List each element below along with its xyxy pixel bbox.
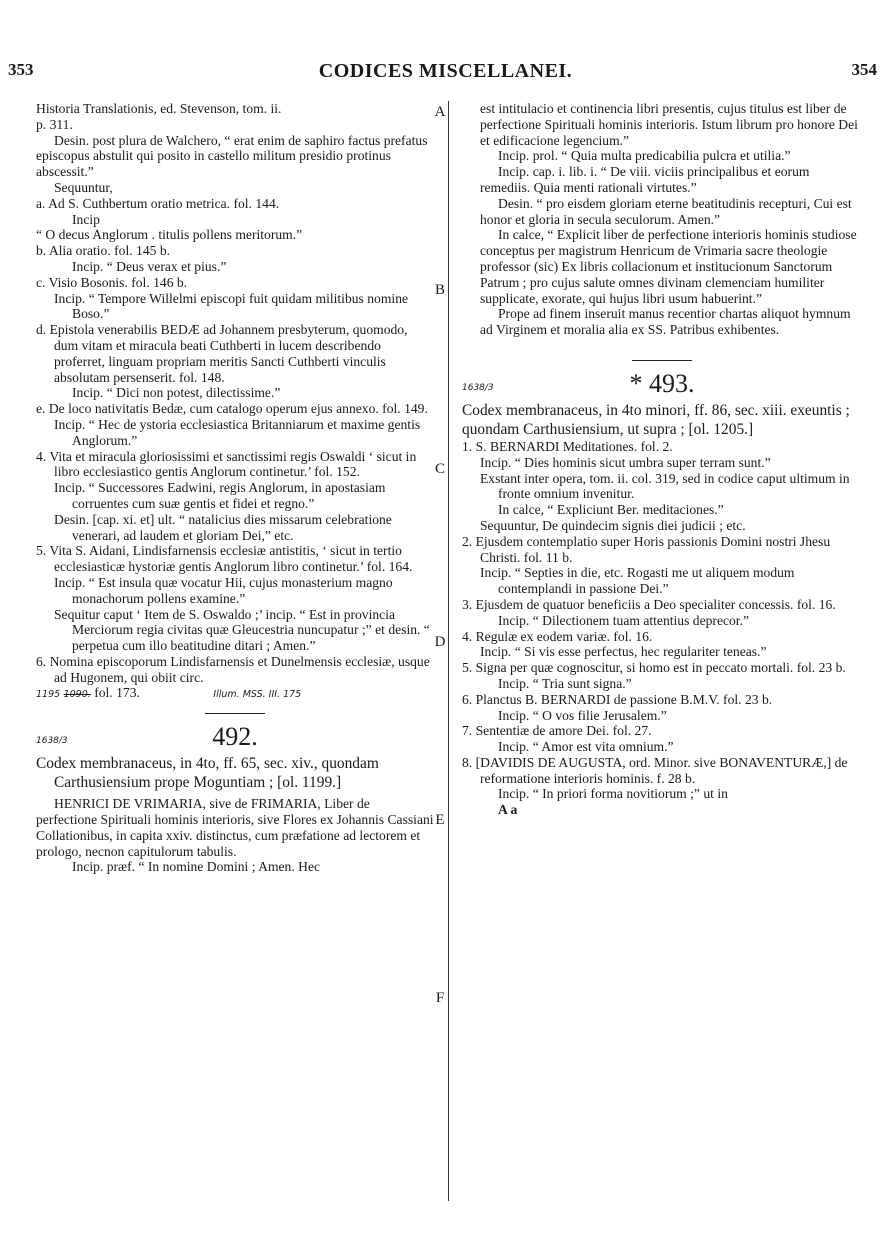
incip-line: Incip. “ Dici non potest, dilectissime.” [72,385,281,401]
handwritten-note: 1090. [63,689,91,701]
desin-line: Desin. [cap. xi. et] ult. “ natalicius dies missarum celebratione venerari, ad laudem et gloriam Dei,” etc. [54,511,392,543]
incip-line: Incip. “ Amor est vita omnium.” [498,739,674,755]
page-number-left: 353 [8,60,34,79]
item-a: a. Ad S. Cuthbertum oratio metrica. fol. 144. [36,195,280,211]
right-column [462,101,862,818]
item-6: 6. Nomina episcoporum Lindisfarnensis et Dunelmensis ecclesiæ, usque ad Hugonem, qui obiit circ. [36,653,430,685]
incip-line: Incip [72,211,100,227]
codex-description: Codex membranaceus, in 4to minori, ff. 86, sec. xiii. exeuntis ; quondam Carthusiensium, ut supra ; [ol. 1205.] [462,401,850,438]
handwritten-note: 1638/3 [462,382,494,393]
incip-line: Incip. “ Est insula quæ vocatur Hii, cujus monasterium magno monachorum pollens examine.” [54,574,393,606]
incip-line: Incip. “ O vos filie Jerusalem.” [498,707,667,723]
handwritten-note: 1638/3 [36,736,68,747]
entry-heading [462,367,862,401]
section-rule [205,713,265,714]
incip-line: Incip. cap. i. lib. i. “ De viii. viciis principalibus et eorum remediis. Quia menti rationali virtutes.” [480,164,810,195]
incip-line: Incip. “ Septies in die, etc. Rogasti me ut aliquem modum contemplandi in passione Dei.” [480,565,795,597]
sequitur-line: Sequitur caput ‘ Item de S. Oswaldo ;’ incip. “ Est in provincia Merciorum regia civitas quæ Gleucestria nuncupatur ;” et desin. “ perpetua cum illo beatitudine ditari ; Amen.” [54,606,430,654]
incip-line: Incip. “ Si vis esse perfectus, hec regulariter teneas.” [480,644,767,660]
desin-paragraph: Desin. post plura de Walchero, “ erat enim de saphiro factus prefatus episcopus abstulit qui posito in castello militum presidio protinus abscessit.” [36,132,428,180]
incip-line: Incip. “ Successores Eadwini, regis Anglorum, in apostasiam corruentes cum suæ gentis et fidei et regno.” [54,480,386,511]
margin-letter-c: C [434,461,445,477]
item-7: 7. Sententiæ de amore Dei. fol. 27. [462,723,652,739]
entry-heading [36,720,434,754]
note-line: Prope ad finem inseruit manus recentior chartas aliquot hymnum ad Virginem et moralia alia ex SS. Patribus exhibentes. [480,306,851,338]
incip-line: Incip. “ Dies hominis sicut umbra super terram sunt.” [480,454,771,470]
quote-line: “ O decus Anglorum . titulis pollens meritorum.” [36,227,303,243]
signature-mark: A a [498,802,518,818]
incip-line: Incip. “ Tria sunt signa.” [498,675,632,691]
handwritten-note: Illum. MSS. III. 175 [213,689,302,701]
work-description: HENRICI DE VRIMARIA, sive de FRIMARIA, Liber de perfectione Spirituali hominis interioris, sive Flores ex Johannis Cassiani Collationibus, in capita xxiv. distinctus, cum præfatione ad lectorem et prologo, necnon capitulorum tabulis. [36,796,434,859]
text-line: Exstant inter opera, tom. ii. col. 319, sed in codice caput ultimum in fronte omnium invenitur. [480,470,850,502]
text-line: Historia Translationis, ed. Stevenson, tom. ii. [36,101,282,116]
entry-number: 492. [212,722,258,752]
incip-line: Incip. “ Deus verax et pius.” [72,258,227,274]
incip-line: Incip. præf. “ In nomine Domini ; Amen. Hec [72,859,321,875]
page-title: CODICES MISCELLANEI. [318,60,573,82]
codex-description: Codex membranaceus, in 4to, ff. 65, sec. xiv., quondam Carthusiensium prope Moguntiam ; [ol. 1199.] [36,755,379,792]
left-column [36,101,434,875]
item-8: 8. [DAVIDIS DE AUGUSTA, ord. Minor. sive BONAVENTURÆ,] de reformatione interioris hominis. f. 28 b. [462,754,848,786]
margin-letter-a: A [434,104,446,120]
text-line: p. 311. [36,116,73,132]
calce-line: In calce, “ Explicit liber de perfectione interioris hominis studiose conceptus per magistrum Henricum de Vrimaria sacre theologie professor (sic) Ex libris collacionum et institucionum Sanctorum Patrum ; pro cujus salute omnes divinam clemenciam humiliter supplicate, exorate, qui hujus libri usum habuerint.” [480,227,857,306]
item-d: d. Epistola venerabilis BEDÆ ad Johannem presbyterum, quomodo, dum vitam et miracula beati Cuthberti in lucem describendo proferret, linguam propriam meritis Sancti Cuthberti vinculis absolutam persenserit. fol. 148. [36,322,408,385]
margin-letter-f: F [435,990,445,1006]
page-number-right: 354 [851,60,877,79]
text-line: est intitulacio et continencia libri presentis, cujus titulus est liber de perfectione Spirituali hominis interioris. Istum librum pro honore Dei et edificacione legencium.” [480,101,858,148]
item-c: c. Visio Bosonis. fol. 146 b. [36,274,188,290]
item-3: 3. Ejusdem de quatuor beneficiis a Deo specialiter concessis. fol. 16. [462,596,836,612]
section-rule [632,360,692,361]
margin-letter-e: E [435,812,445,828]
desin-line: Desin. “ pro eisdem gloriam eterne beatitudinis recepturi, Cui est honor et gloria in secula seculorum. Amen.” [480,195,852,227]
item-6: 6. Planctus B. BERNARDI de passione B.M.V. fol. 23 b. [462,691,773,707]
incip-line: Incip. prol. “ Quia multa predicabilia pulcra et utilia.” [498,148,791,164]
sequuntur-line: Sequuntur, [54,179,113,195]
incip-line: Incip. “ Dilectionem tuam attentius deprecor.” [498,612,750,628]
item-1: 1. S. BERNARDI Meditationes. fol. 2. [462,438,673,454]
item-5: 5. Signa per quæ cognoscitur, si homo est in peccato mortali. fol. 23 b. [462,660,846,676]
item-6-end [36,685,434,703]
column-rule [448,101,449,1201]
margin-letter-d: D [434,634,446,650]
entry-number: * 493. [629,368,695,398]
text-line: Sequuntur, De quindecim signis diei judicii ; etc. [480,517,746,533]
item-4: 4. Vita et miracula gloriosissimi et sanctissimi regis Oswaldi ‘ sicut in libro ecclesiastico gentis Anglorum continetur.’ fol. 152. [36,448,417,480]
incip-line: Incip. “ In priori forma novitiorum ;” ut in [498,786,728,802]
folio-ref: fol. 173. [94,685,140,701]
item-5: 5. Vita S. Aidani, Lindisfarnensis ecclesiæ antistitis, ‘ sicut in tertio ecclesiasticæ hystoriæ gentis Anglorum libro continetur.’ fol. 164. [36,543,413,575]
margin-letter-b: B [434,282,445,298]
incip-line: Incip. “ Hec de ystoria ecclesiastica Britanniarum et maxime gentis Anglorum.” [54,416,421,448]
calce-line: In calce, “ Expliciunt Ber. meditaciones.” [498,502,724,518]
item-e: e. De loco nativitatis Bedæ, cum catalogo operum ejus annexo. fol. 149. [36,401,428,417]
item-2: 2. Ejusdem contemplatio super Horis passionis Domini nostri Jhesu Christi. fol. 11 b. [462,533,831,565]
item-4: 4. Regulæ ex eodem variæ. fol. 16. [462,628,653,644]
item-b: b. Alia oratio. fol. 145 b. [36,243,171,259]
handwritten-note: 1195 [36,689,61,701]
incip-line: Incip. “ Tempore Willelmi episcopi fuit quidam militibus nomine Boso.” [54,290,409,322]
